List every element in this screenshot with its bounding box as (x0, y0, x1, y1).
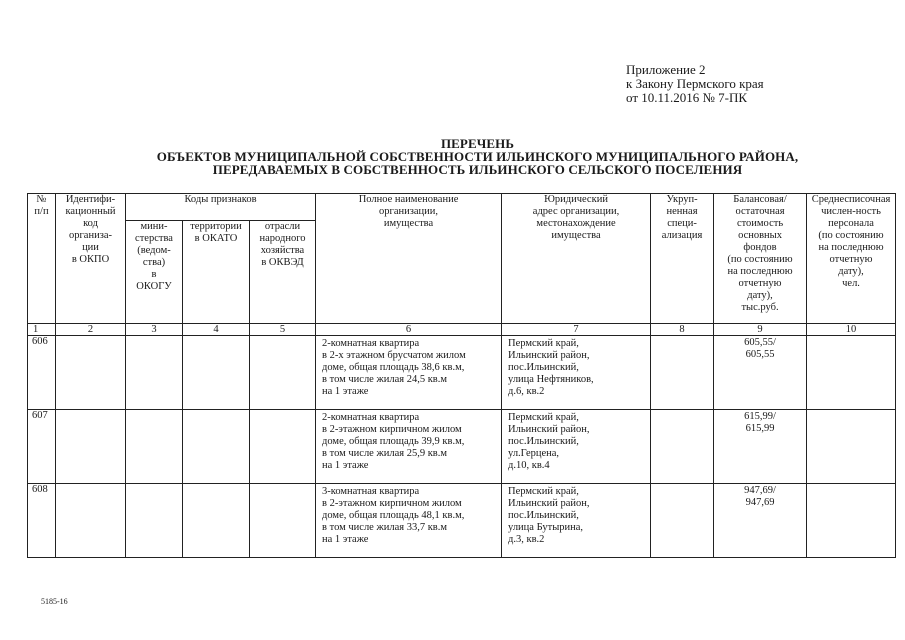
header-specialization: Укруп- ненная специ- ализация (651, 194, 714, 324)
address-cell: Пермский край, Ильинский район, пос.Ильинский, ул.Герцена, д.10, кв.4 (502, 410, 651, 484)
appendix-line-3: от 10.11.2016 № 7-ПК (626, 90, 748, 105)
column-number: 5 (250, 324, 316, 336)
document-title (60, 137, 895, 176)
header-num: № п/п (28, 194, 56, 324)
column-number: 7 (502, 324, 651, 336)
header-okpo: Идентифи- кационный код организа- ции в ОКПО (56, 194, 126, 324)
column-number: 4 (183, 324, 250, 336)
header-balance: Балансовая/ остаточная стоимость основных фондов (по состоянию на последнюю отчетную дату), тыс.руб. (714, 194, 807, 324)
address-cell: Пермский край, Ильинский район, пос.Ильинский, улица Бутырина, д.3, кв.2 (502, 484, 651, 558)
column-number: 2 (56, 324, 126, 336)
column-number: 9 (714, 324, 807, 336)
title-line-3: ПЕРЕДАВАЕМЫХ В СОБСТВЕННОСТЬ ИЛЬИНСКОГО СЕЛЬСКОГО ПОСЕЛЕНИЯ (212, 162, 743, 177)
column-number: 1 (28, 324, 56, 336)
header-staff: Среднесписочная числен-ность персонала (по состоянию на последнюю отчетную дату), чел. (807, 194, 896, 324)
header-okved: отрасли народного хозяйства в ОКВЭД (250, 221, 316, 324)
header-name: Полное наименование организации, имущества (316, 194, 502, 324)
okogu-cell (126, 484, 183, 558)
table-row (28, 484, 896, 558)
header-okato: территории в ОКАТО (183, 221, 250, 324)
okved-cell (250, 410, 316, 484)
appendix-line-1: Приложение 2 (626, 62, 706, 77)
specialization-cell (651, 484, 714, 558)
staff-cell (807, 484, 896, 558)
row-number: 607 (28, 410, 56, 484)
header-row-top (28, 194, 896, 221)
balance-cell: 605,55/ 605,55 (714, 336, 807, 410)
staff-cell (807, 336, 896, 410)
column-number: 10 (807, 324, 896, 336)
okato-cell (183, 410, 250, 484)
header-okogu: мини- стерства (ведом- ства) в ОКОГУ (126, 221, 183, 324)
header-codes-group: Коды признаков (126, 194, 316, 221)
okato-cell (183, 336, 250, 410)
row-number: 606 (28, 336, 56, 410)
document-code: 5185-16 (41, 597, 68, 606)
specialization-cell (651, 410, 714, 484)
property-name-cell: 2-комнатная квартира в 2-этажном кирпичном жилом доме, общая площадь 39,9 кв.м, в том числе жилая 25,9 кв.м на 1 этаже (316, 410, 502, 484)
property-name-cell: 3-комнатная квартира в 2-этажном кирпичном жилом доме, общая площадь 48,1 кв.м, в том числе жилая 33,7 кв.м на 1 этаже (316, 484, 502, 558)
column-number-row (28, 324, 896, 336)
column-number: 6 (316, 324, 502, 336)
property-table (27, 193, 896, 558)
title-line-2: ОБЪЕКТОВ МУНИЦИПАЛЬНОЙ СОБСТВЕННОСТИ ИЛЬИНСКОГО МУНИЦИПАЛЬНОГО РАЙОНА, (156, 149, 799, 164)
table-row (28, 336, 896, 410)
okved-cell (250, 336, 316, 410)
column-number: 3 (126, 324, 183, 336)
table-row (28, 410, 896, 484)
okpo-cell (56, 484, 126, 558)
okogu-cell (126, 336, 183, 410)
okato-cell (183, 484, 250, 558)
balance-cell: 947,69/ 947,69 (714, 484, 807, 558)
address-cell: Пермский край, Ильинский район, пос.Ильинский, улица Нефтяников, д.6, кв.2 (502, 336, 651, 410)
column-number: 8 (651, 324, 714, 336)
specialization-cell (651, 336, 714, 410)
okpo-cell (56, 336, 126, 410)
title-line-1: ПЕРЕЧЕНЬ (440, 136, 515, 151)
okved-cell (250, 484, 316, 558)
appendix-note (626, 63, 764, 105)
balance-cell: 615,99/ 615,99 (714, 410, 807, 484)
okpo-cell (56, 410, 126, 484)
header-address: Юридический адрес организации, местонахождение имущества (502, 194, 651, 324)
appendix-line-2: к Закону Пермского края (626, 76, 764, 91)
okogu-cell (126, 410, 183, 484)
staff-cell (807, 410, 896, 484)
row-number: 608 (28, 484, 56, 558)
property-name-cell: 2-комнатная квартира в 2-х этажном брусчатом жилом доме, общая площадь 38,6 кв.м, в том числе жилая 24,5 кв.м на 1 этаже (316, 336, 502, 410)
